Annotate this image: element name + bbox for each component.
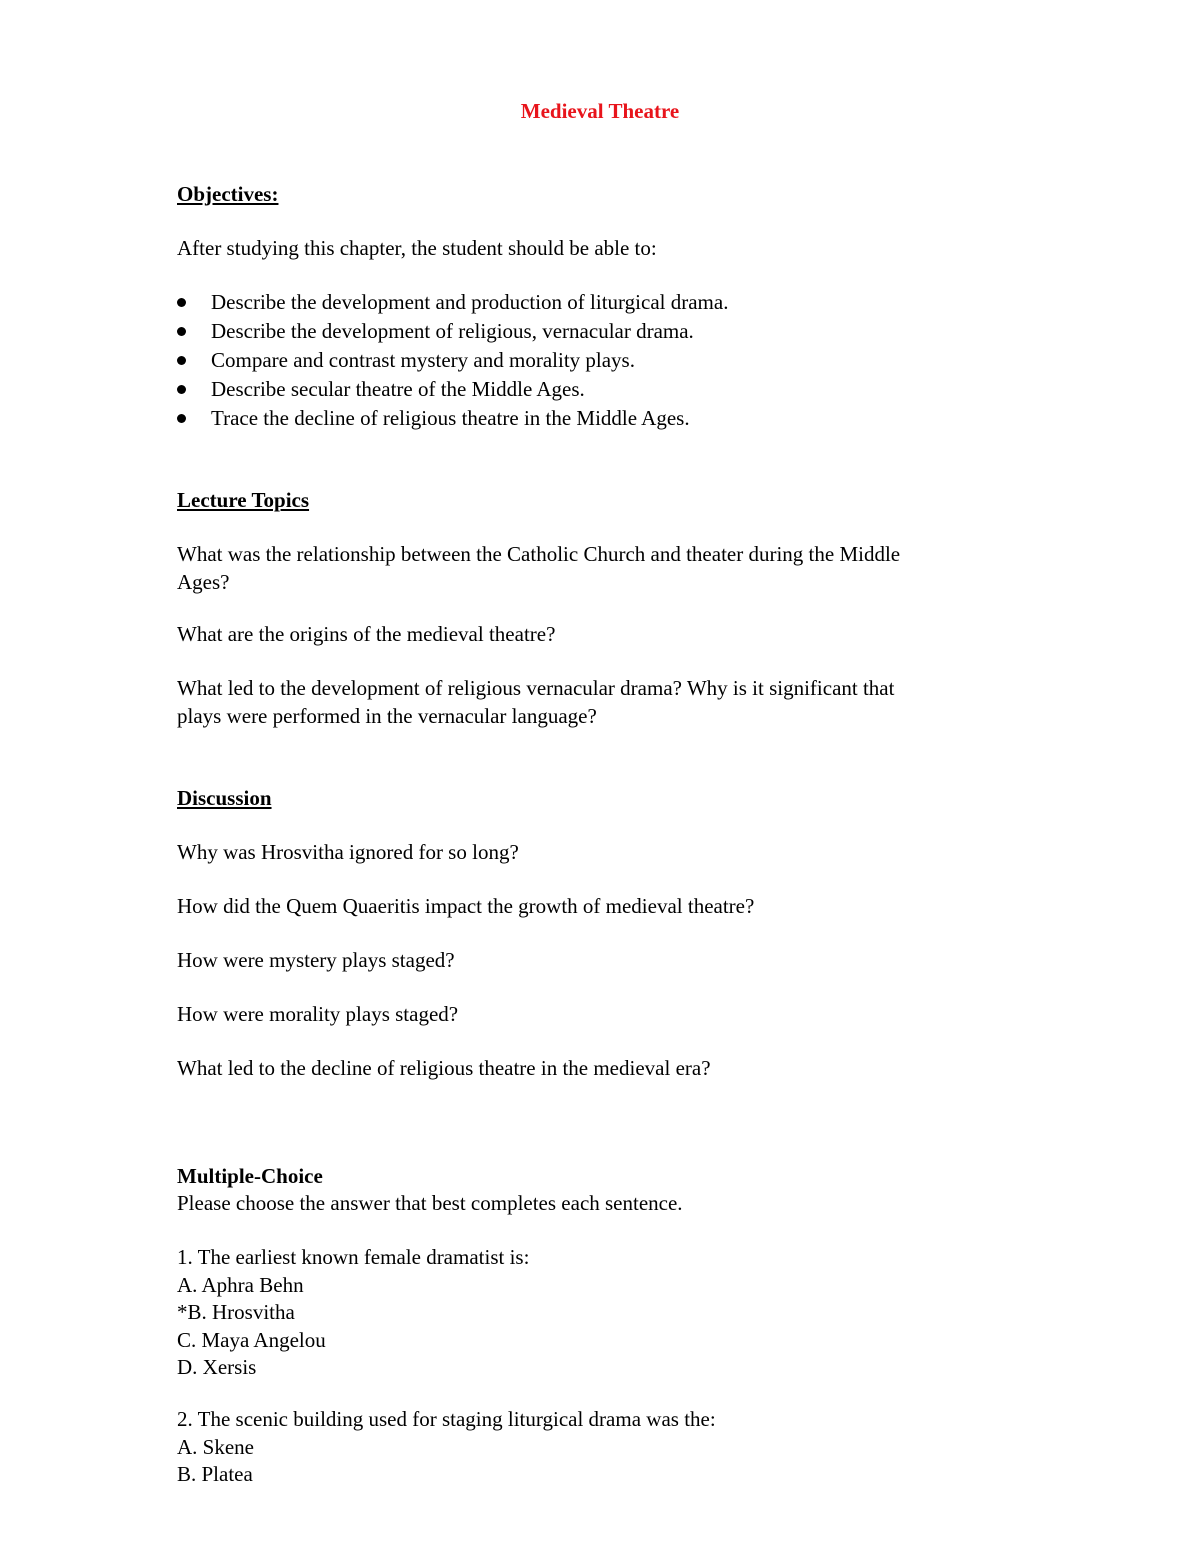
discussion-question-5: What led to the decline of religious theatre in the medieval era?: [177, 1056, 711, 1080]
discussion-question-2: How did the Quem Quaeritis impact the growth of medieval theatre?: [177, 894, 755, 918]
lecture-question-1-line-2: Ages?: [177, 569, 230, 594]
objective-text: Describe secular theatre of the Middle Ages.: [211, 377, 585, 401]
discussion-heading: Discussion: [177, 786, 272, 810]
multiple-choice-instructions: Please choose the answer that best completes each sentence.: [177, 1191, 683, 1215]
list-item: [177, 404, 1017, 433]
lecture-question-3-line-1: What led to the development of religious vernacular drama? Why is it significant that: [177, 676, 895, 700]
lecture-question-1-line-1: What was the relationship between the Catholic Church and theater during the Middle: [177, 542, 901, 566]
answer-option: A. Skene: [177, 1434, 254, 1459]
list-item: [177, 317, 1017, 346]
objectives-intro: After studying this chapter, the student should be able to:: [177, 236, 657, 260]
answer-option: D. Xersis: [177, 1355, 257, 1379]
question-2: [177, 1405, 1017, 1488]
objective-text: Trace the decline of religious theatre in the Middle Ages.: [211, 406, 690, 430]
bullet-icon: [177, 414, 186, 423]
lecture-question-1: [177, 540, 1017, 595]
bullet-icon: [177, 385, 186, 394]
list-item: [177, 375, 1017, 404]
objectives-list: [177, 288, 1017, 433]
objective-text: Describe the development of religious, vernacular drama.: [211, 319, 694, 343]
discussion-question-4: How were morality plays staged?: [177, 1002, 459, 1026]
list-item: [177, 288, 1017, 317]
list-item: [177, 346, 1017, 375]
page-title: Medieval Theatre: [520, 99, 680, 123]
bullet-icon: [177, 356, 186, 365]
answer-option: B. Platea: [177, 1462, 253, 1486]
bullet-icon: [177, 298, 186, 307]
discussion-question-3: How were mystery plays staged?: [177, 948, 455, 972]
discussion-question-1: Why was Hrosvitha ignored for so long?: [177, 840, 519, 864]
answer-option: C. Maya Angelou: [177, 1327, 326, 1352]
objective-text: Compare and contrast mystery and morality plays.: [211, 348, 635, 372]
lecture-question-2: What are the origins of the medieval theatre?: [177, 622, 556, 646]
bullet-icon: [177, 327, 186, 336]
question-2-prompt: 2. The scenic building used for staging liturgical drama was the:: [177, 1407, 716, 1431]
objective-text: Describe the development and production of liturgical drama.: [211, 290, 729, 314]
multiple-choice-heading: Multiple-Choice: [177, 1164, 323, 1188]
question-1-prompt: 1. The earliest known female dramatist is:: [177, 1245, 530, 1269]
lecture-question-3-line-2: plays were performed in the vernacular language?: [177, 703, 597, 728]
lecture-topics-heading: Lecture Topics: [177, 488, 310, 512]
question-1: [177, 1243, 1017, 1381]
lecture-question-3: [177, 674, 1017, 729]
answer-option: *B. Hrosvitha: [177, 1300, 295, 1324]
answer-option: A. Aphra Behn: [177, 1272, 304, 1297]
objectives-heading: Objectives:: [177, 182, 279, 206]
